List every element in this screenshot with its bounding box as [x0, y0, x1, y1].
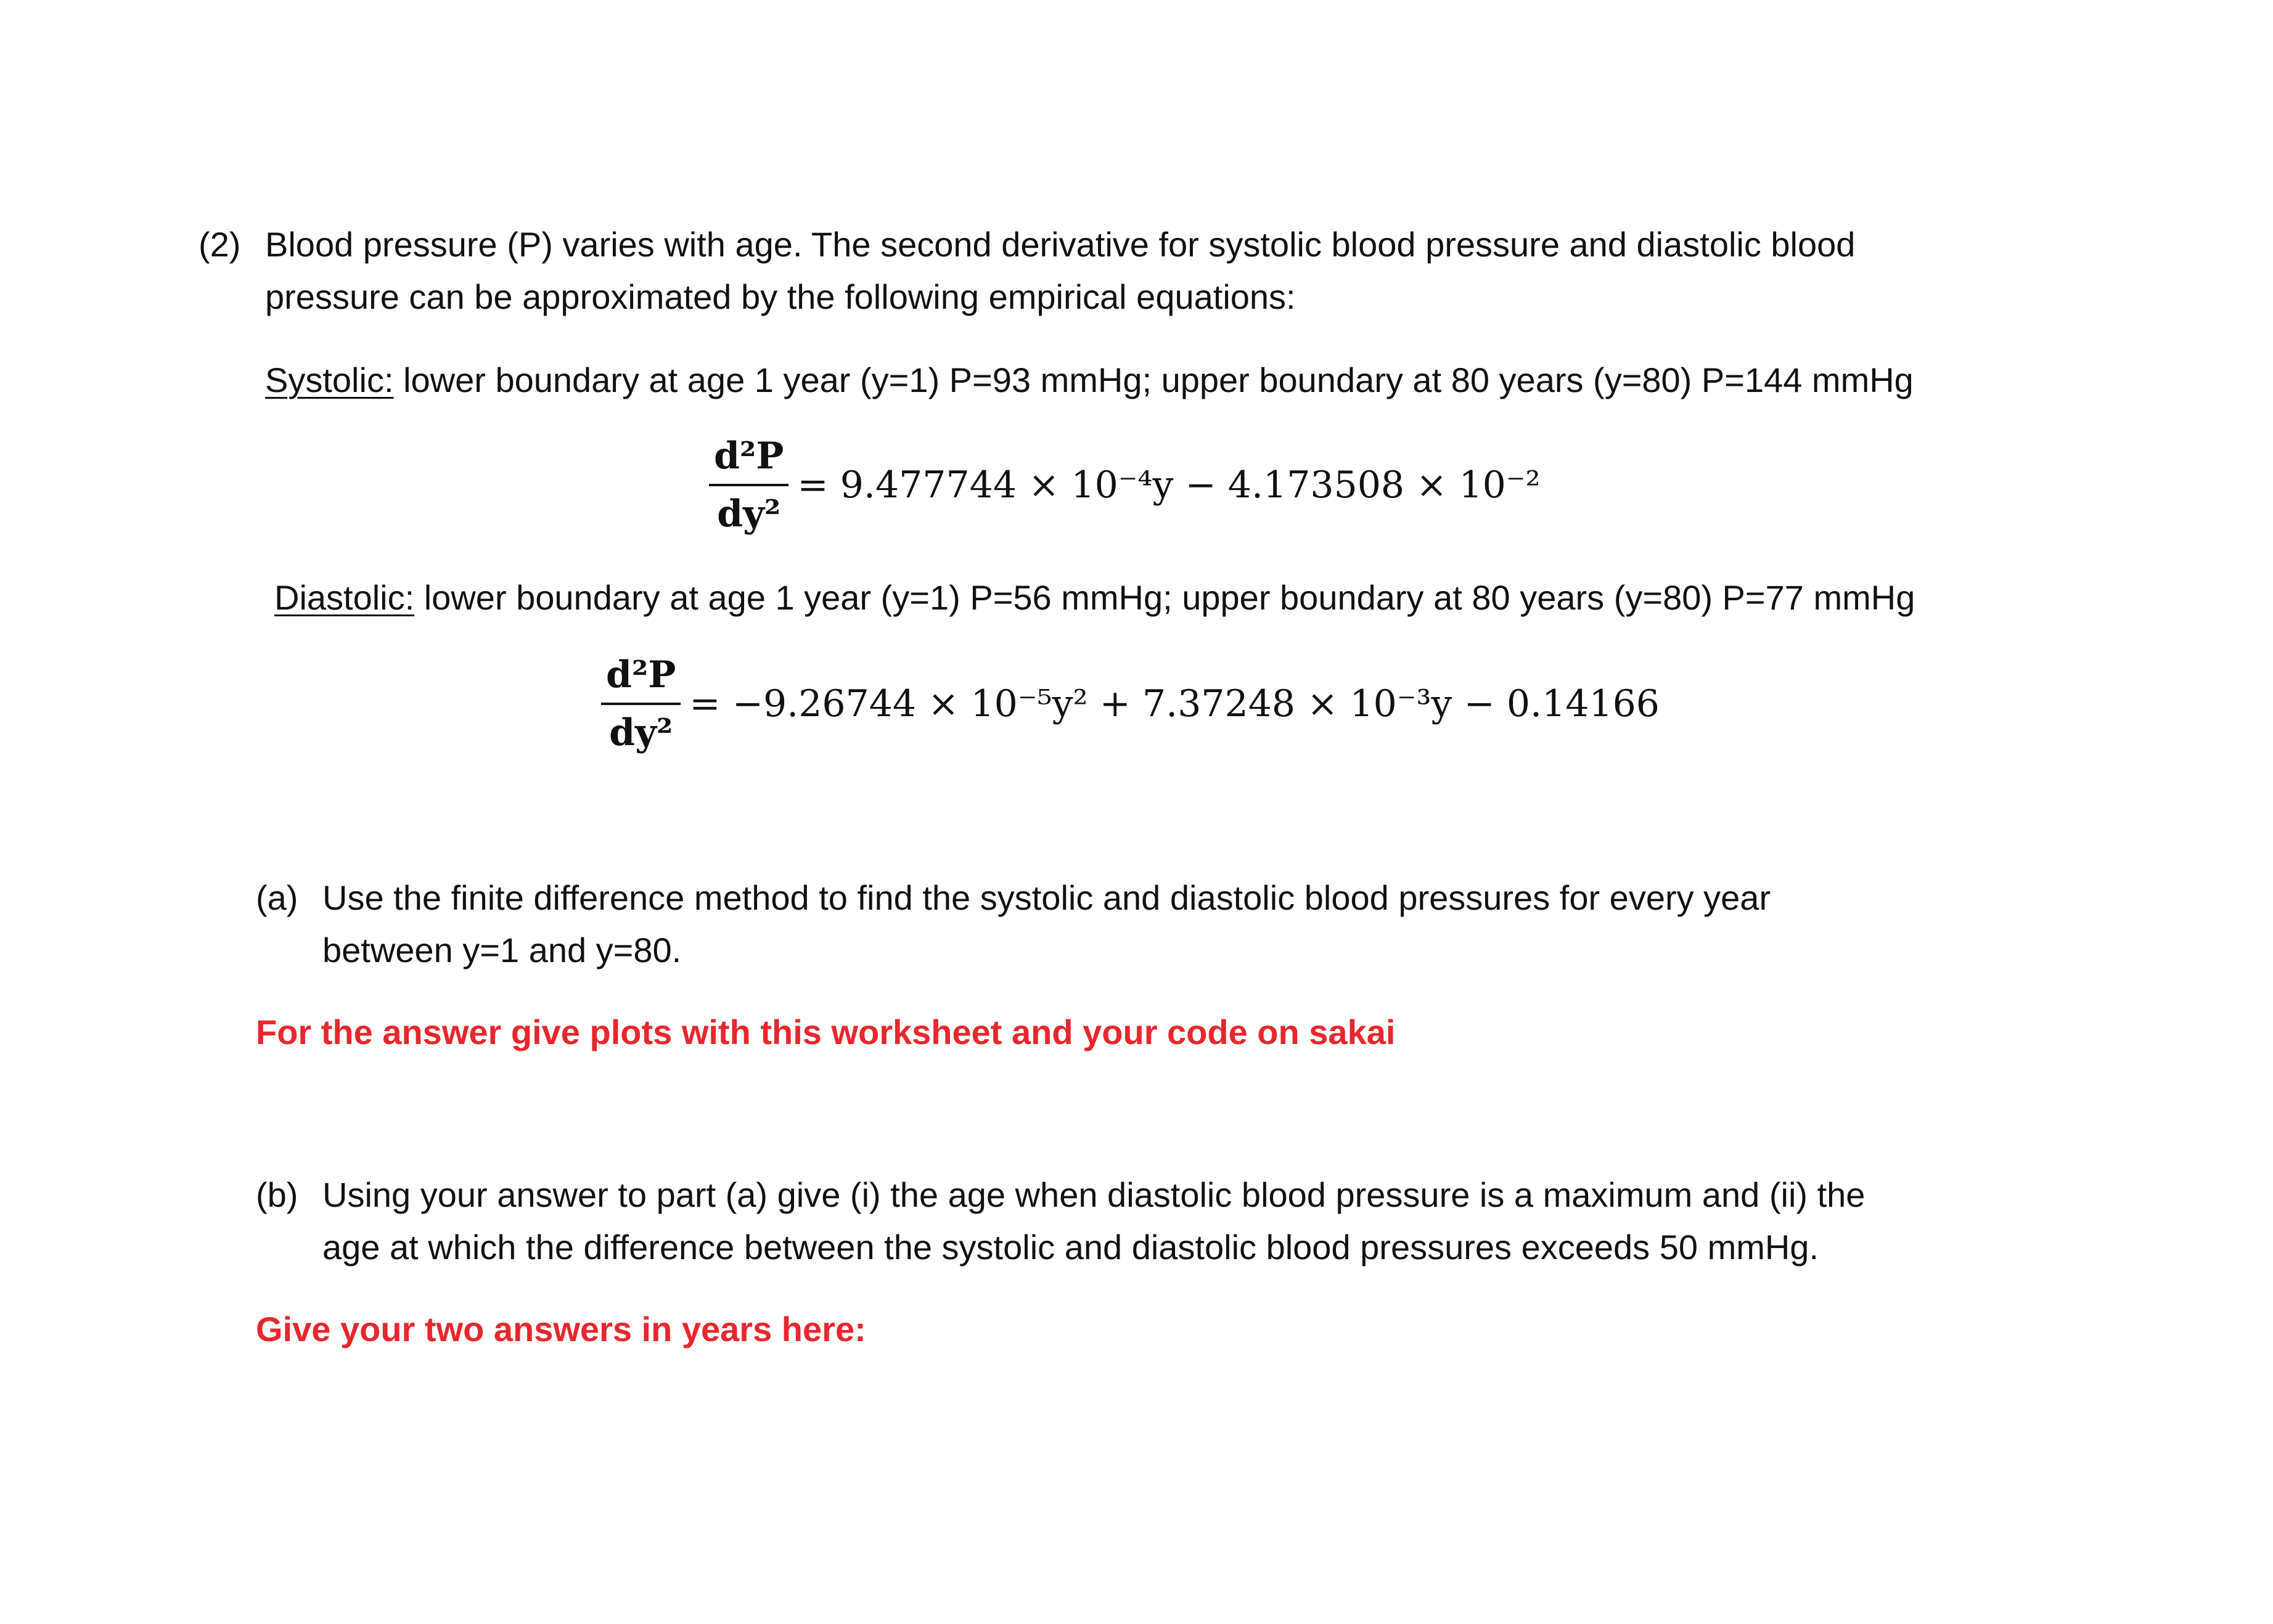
part-a-instruction: For the answer give plots with this worksheet and your code on sakai: [256, 1013, 1396, 1051]
systolic-boundary-line: [265, 354, 1914, 406]
diastolic-denominator: dy²: [609, 711, 673, 754]
diastolic-boundary-line: [274, 572, 1915, 624]
systolic-label: Systolic:: [265, 361, 394, 399]
part-a-line-1: Use the finite difference method to find the systolic and diastolic blood pressures for every year: [322, 878, 1771, 917]
diastolic-boundary-text: lower boundary at age 1 year (y=1) P=56 mmHg; upper boundary at 80 years (y=80) P=77 mmHg: [424, 578, 1915, 617]
part-a-label: (a): [256, 878, 298, 917]
part-b-line-2: age at which the difference between the systolic and diastolic blood pressures exceeds 50 mmHg.: [322, 1228, 1819, 1267]
diastolic-rhs: = −9.26744 × 10⁻⁵y² + 7.37248 × 10⁻³y − 0.14166: [689, 682, 1660, 725]
diastolic-fraction: [601, 653, 681, 754]
diastolic-numerator: d²P: [601, 653, 681, 705]
diastolic-label: Diastolic:: [274, 578, 415, 617]
systolic-equation: [709, 435, 1541, 536]
problem-number: (2): [199, 225, 241, 264]
part-b-instruction: Give your two answers in years here:: [256, 1310, 866, 1349]
systolic-numerator: d²P: [709, 435, 788, 486]
problem-intro-line-1: Blood pressure (P) varies with age. The second derivative for systolic blood pressure and diastolic blood: [265, 225, 1856, 264]
systolic-rhs: = 9.477744 × 10⁻⁴y − 4.173508 × 10⁻²: [797, 463, 1541, 507]
systolic-fraction: [709, 435, 788, 536]
part-b-line-1: Using your answer to part (a) give (i) the age when diastolic blood pressure is a maximum and (ii) the: [322, 1175, 1865, 1214]
systolic-denominator: dy²: [717, 492, 781, 536]
systolic-boundary-text: lower boundary at age 1 year (y=1) P=93 mmHg; upper boundary at 80 years (y=80) P=144 mmHg: [403, 361, 1914, 399]
problem-intro-line-2: pressure can be approximated by the following empirical equations:: [265, 277, 1296, 316]
part-b-label: (b): [256, 1175, 298, 1214]
diastolic-equation: [601, 653, 1660, 754]
part-a-line-2: between y=1 and y=80.: [322, 931, 682, 969]
